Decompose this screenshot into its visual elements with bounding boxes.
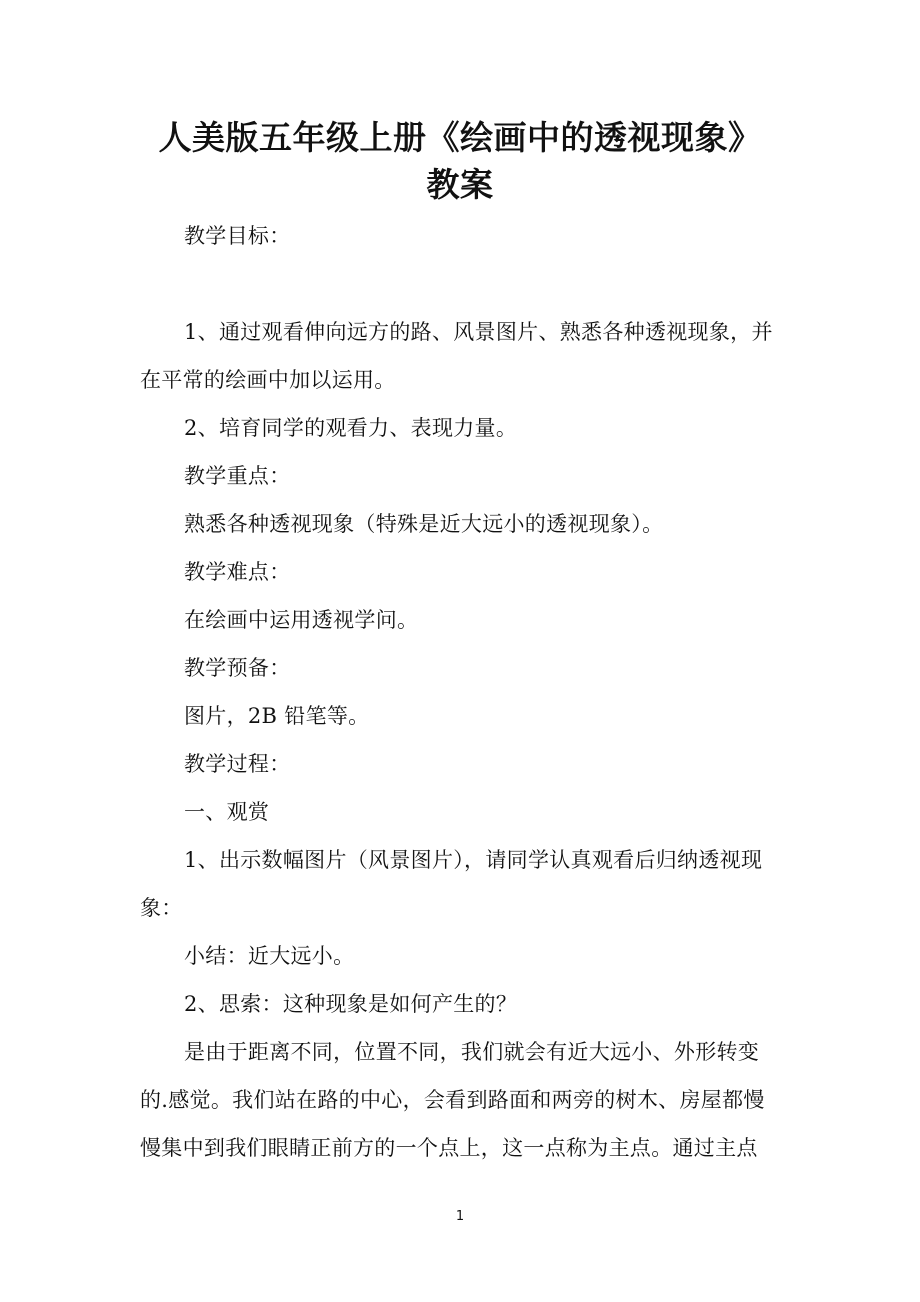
paragraph-line: 1、通过观看伸向远方的路、风景图片、熟悉各种透视现象，并 (184, 320, 773, 344)
section-heading-process: 教学过程： (184, 752, 291, 776)
paragraph-line: 小结：近大远小。 (184, 944, 355, 968)
paragraph-line: 图片，2B 铅笔等。 (184, 704, 370, 728)
section-heading-key-points: 教学重点： (184, 464, 291, 488)
paragraph-line: 2、思索：这种现象是如何产生的？ (184, 992, 518, 1016)
paragraph-line: 慢集中到我们眼睛正前方的一个点上，这一点称为主点。通过主点 (140, 1136, 758, 1160)
paragraph-line: 是由于距离不同，位置不同，我们就会有近大远小、外形转变 (184, 1040, 760, 1064)
document-title-continued: 教案 (426, 165, 494, 204)
paragraph-line: 在平常的绘画中加以运用。 (140, 368, 396, 392)
section-heading-appreciation: 一、观赏 (184, 800, 270, 824)
paragraph-line: 1、出示数幅图片（风景图片），请同学认真观看后归纳透视现 (184, 848, 763, 872)
page-number: 1 (455, 1209, 465, 1224)
section-heading-objectives: 教学目标： (184, 224, 291, 248)
paragraph-line: 在绘画中运用透视学问。 (184, 608, 419, 632)
section-heading-preparation: 教学预备： (184, 656, 291, 680)
section-heading-difficulties: 教学难点： (184, 560, 291, 584)
paragraph-line: 的.感觉。我们站在路的中心，会看到路面和两旁的树木、房屋都慢 (140, 1088, 765, 1112)
paragraph-line: 2、培育同学的观看力、表现力量。 (184, 416, 518, 440)
paragraph-line: 熟悉各种透视现象（特殊是近大远小的透视现象）。 (184, 512, 664, 536)
document-title: 人美版五年级上册《绘画中的透视现象》 (158, 118, 762, 157)
paragraph-line: 象： (140, 896, 183, 920)
